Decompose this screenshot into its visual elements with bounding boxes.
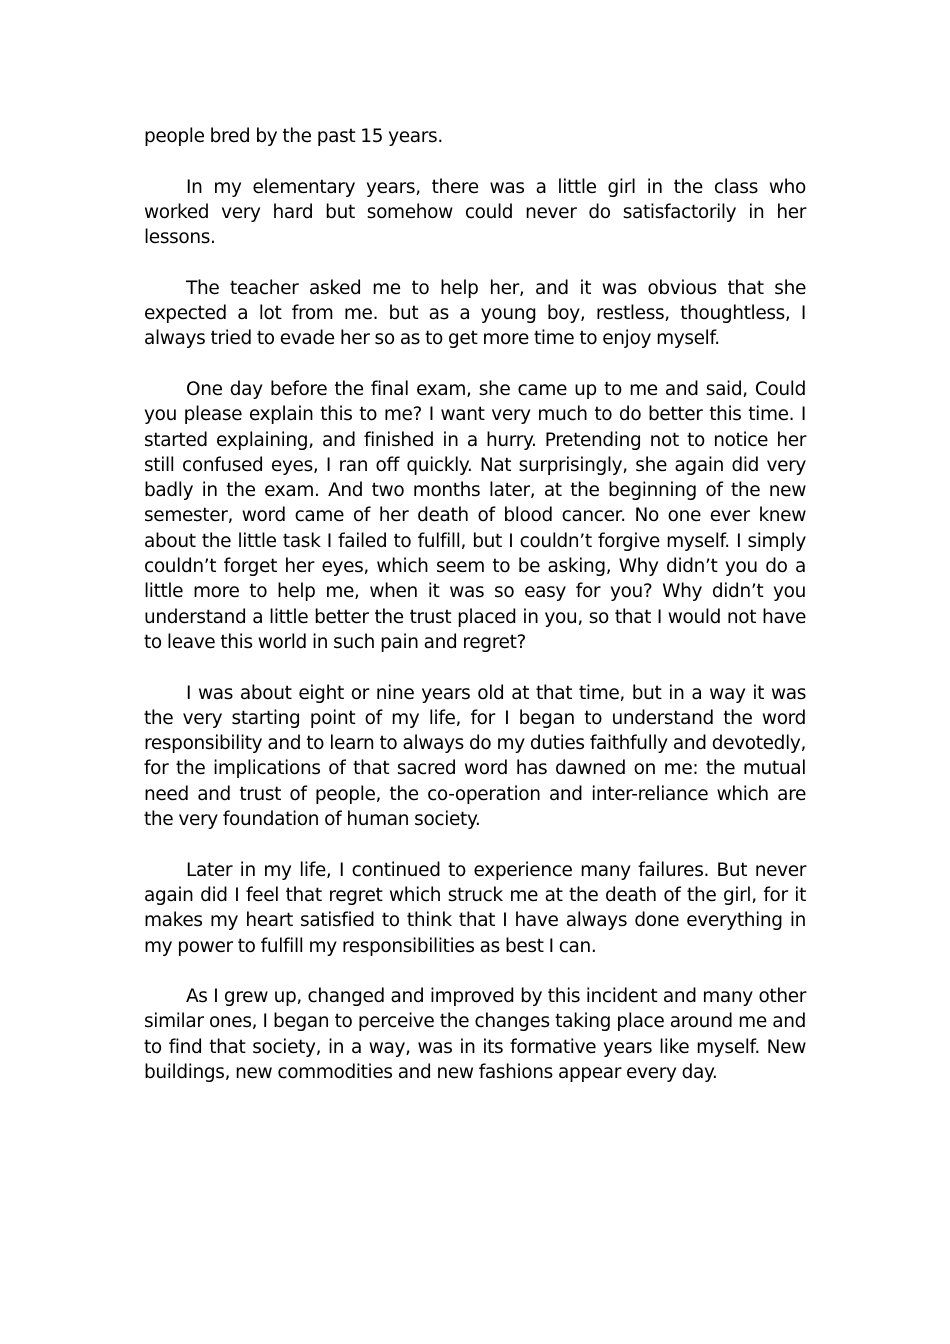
paragraph-responsibility: I was about eight or nine years old at that time, but in a way it was the very starting point of my life, for I began to understand the word responsibility and to learn to always do my duties faithfully and devotedly, for the implications of that sacred word has dawned on me: the mutual need and trust of people, the co-operation and inter-reliance which are the very foundation of human society. [144,682,806,831]
paragraph-little-girl: In my elementary years, there was a little girl in the class who worked very hard but somehow could never do satisfactorily in her lessons. [144,176,806,249]
paragraph-continuation: people bred by the past 15 years. [144,126,443,147]
paragraph-final-exam: One day before the final exam, she came up to me and said, Could you please explain this to me? I want very much to do better this time. I started explaining, and finished in a hurry. Pretending not to notice her still confused eyes, I ran off quickly. Nat surprisingly, she again did very badly in the exam. And two months later, at the beginning of the new semester, word came of her death of blood cancer. No one ever knew about the little task I failed to fulfill, but I couldn’t forgive myself. I simply couldn’t forget her eyes, which seem to be asking, Why didn’t you do a little more to help me, when it was so easy for you? Why didn’t you understand a little better the trust placed in you, so that I would not have to leave this world in such pain and regret? [144,378,806,653]
paragraph-later-life: Later in my life, I continued to experience many failures. But never again did I feel that regret which struck me at the death of the girl, for it makes my heart satisfied to think that I have always done everything in my power to fulfill my responsibilities as best I can. [144,859,806,957]
paragraph-teacher-request: The teacher asked me to help her, and it was obvious that she expected a lot from me. but as a young boy, restless, thoughtless, I always tried to evade her so as to get more time to enjoy myself. [144,277,806,350]
paragraph-growing-up: As I grew up, changed and improved by this incident and many other similar ones, I began to perceive the changes taking place around me and to find that society, in a way, was in its formative years like myself. New buildings, new commodities and new fashions appear every day. [144,986,806,1083]
document-body [144,124,806,1111]
